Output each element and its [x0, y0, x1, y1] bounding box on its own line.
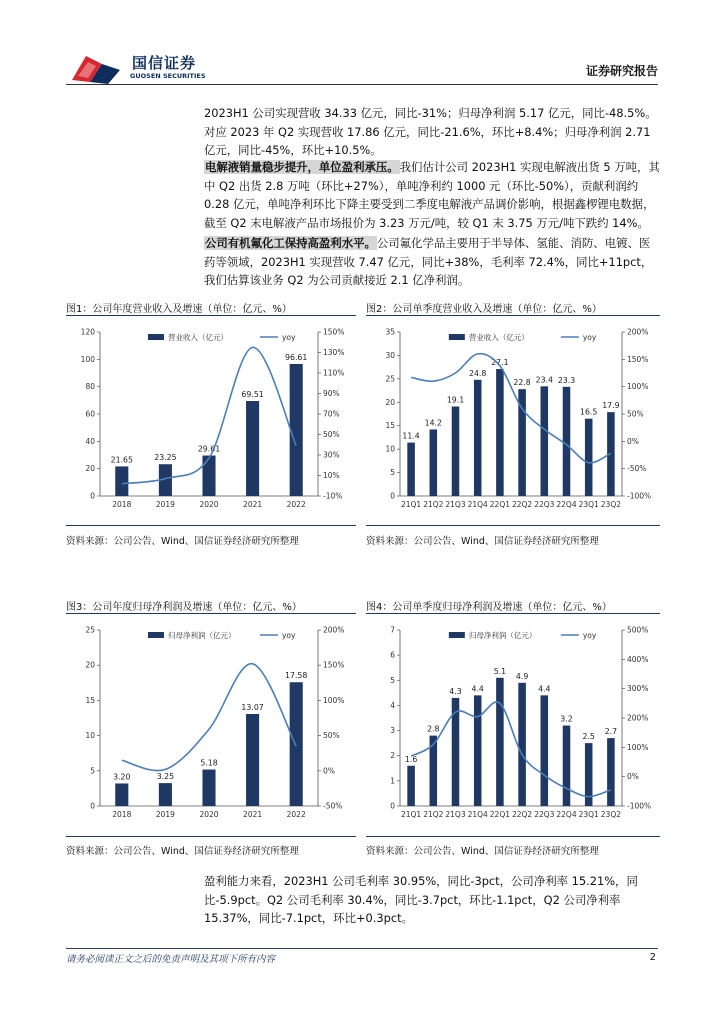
bar-value-label: 24.8 [469, 368, 487, 378]
x-tick-label: 21Q4 [467, 500, 488, 509]
brand-name-en: GUOSEN SECURITIES [130, 72, 206, 80]
left-tick-label: 35 [385, 327, 395, 337]
legend-bar-label: 营业收入（亿元） [468, 333, 529, 342]
right-tick-label: -100% [627, 491, 652, 501]
paragraph-profitability: 盈利能力来看，2023H1 公司毛利率 30.95%，同比-3pct，公司净利率 15.21%，同比-5.9pct。Q2 公司毛利率 30.4%，同比-3.7pct，环比-1.1pct，Q2 公司净利率 15.37%，同比-7.1pct，环比+0.3pct。 [204, 874, 638, 926]
left-tick-label: 7 [390, 625, 395, 635]
legend-line-label: yoy [582, 631, 597, 640]
left-tick-label: 10 [385, 444, 395, 454]
right-tick-label: 10% [323, 471, 340, 480]
right-tick-label: 50% [323, 731, 340, 741]
fig1-bottom-rule [66, 525, 356, 526]
bar-value-label: 17.9 [602, 401, 620, 411]
left-tick-label: 15 [85, 695, 95, 705]
bar-value-label: 4.3 [449, 686, 462, 696]
fig4-chart [366, 616, 660, 828]
x-tick-label: 2020 [199, 500, 219, 509]
paragraph-electrolyte-body: 我们估计公司 2023H1 实现电解液出货 5 万吨，其中 Q2 出货 2.8 万吨（环比+27%），单吨净利约 1000 元（环比-50%），贡献利润约 0.28 亿元，单吨净利环比下降主要受到二季度电解液产品调价影响，根据鑫椤锂电数据，截至 Q2 末电解液产品市场报价为 3.23 万元/吨，较 Q1 末 3.75 万元/吨下跌约 14%。 [204, 160, 660, 230]
bar-value-label: 23.3 [557, 375, 576, 385]
bar-value-label: 5.1 [493, 666, 507, 676]
left-tick-label: 100 [80, 354, 95, 364]
paragraph-electrolyte-lead: 电解液销量稳步提升，单位盈利承压。 [205, 160, 399, 174]
bar [202, 456, 215, 496]
bar [407, 766, 415, 806]
x-tick-label: 2021 [243, 810, 263, 819]
bar [290, 364, 303, 496]
bar [474, 695, 482, 806]
right-tick-label: 30% [323, 450, 340, 460]
left-tick-label: 10 [85, 731, 95, 741]
bar [246, 401, 259, 496]
bar-value-label: 22.8 [513, 378, 531, 388]
right-tick-label: -10% [323, 491, 343, 501]
fig4-source: 资料来源：公司公告、Wind、国信证券经济研究所整理 [366, 846, 599, 857]
x-tick-label: 2018 [112, 500, 132, 509]
bar-value-label: 1.6 [404, 754, 418, 764]
right-tick-label: 150% [627, 354, 649, 364]
right-tick-label: -50% [627, 464, 647, 474]
footer-disclaimer: 请务必阅读正文之后的免责声明及其项下所有内容 [66, 954, 276, 965]
bar-value-label: 2.5 [582, 732, 595, 742]
left-tick-label: 1 [390, 776, 395, 786]
legend-bar-label: 营业收入（亿元） [167, 333, 228, 342]
left-tick-label: 20 [85, 464, 95, 474]
right-tick-label: 400% [627, 654, 649, 664]
legend-line-label: yoy [281, 631, 296, 640]
right-tick-label: 0% [627, 772, 639, 782]
paragraph-fluorine [204, 234, 660, 290]
bar [474, 380, 482, 496]
bar [563, 387, 571, 496]
paragraph-electrolyte [204, 158, 660, 232]
bar-value-label: 4.9 [515, 671, 529, 681]
left-tick-label: 0 [390, 491, 395, 501]
x-tick-label: 23Q1 [578, 500, 599, 509]
bar-value-label: 96.61 [285, 352, 308, 362]
right-tick-label: 150% [323, 660, 345, 670]
bar [159, 783, 172, 806]
right-tick-label: 50% [323, 430, 340, 439]
right-tick-label: 90% [323, 389, 340, 398]
fig3-title: 图3：公司年度归母净利润及增速（单位：亿元、%） [66, 602, 302, 613]
fig1-chart [66, 318, 356, 518]
bar-value-label: 19.1 [446, 395, 465, 405]
fig1-title: 图1：公司年度营业收入及增速（单位：亿元、%） [66, 304, 292, 315]
x-tick-label: 2019 [155, 810, 175, 819]
right-tick-label: 500% [627, 625, 649, 635]
x-tick-label: 2022 [286, 810, 306, 819]
right-tick-label: 100% [323, 695, 345, 705]
fig3-bottom-rule [66, 836, 356, 837]
x-tick-label: 22Q3 [534, 810, 555, 819]
bar [246, 714, 259, 806]
bar-value-label: 16.5 [580, 407, 598, 417]
right-tick-label: 200% [323, 625, 345, 635]
bar-value-label: 4.4 [538, 684, 551, 694]
bar-value-label: 3.25 [156, 772, 175, 782]
left-tick-label: 5 [390, 675, 395, 685]
bar-value-label: 29.61 [197, 444, 221, 454]
x-tick-label: 23Q1 [578, 810, 599, 819]
legend-bar-label: 归母净利润（亿元） [167, 631, 236, 640]
right-tick-label: 150% [323, 327, 345, 337]
bar-value-label: 3.2 [560, 714, 573, 724]
bar-value-label: 5.18 [200, 758, 218, 768]
bar [430, 429, 438, 496]
bar-value-label: 3.20 [113, 772, 131, 782]
page-number: 2 [649, 952, 656, 963]
bar-value-label: 2.8 [427, 724, 440, 734]
bar [115, 783, 128, 806]
left-tick-label: 30 [385, 350, 395, 360]
left-tick-label: 25 [85, 625, 95, 635]
x-tick-label: 22Q4 [556, 810, 577, 819]
bar-value-label: 14.2 [424, 418, 442, 428]
bar-value-label: 23.25 [154, 453, 177, 463]
right-tick-label: 110% [323, 368, 345, 378]
legend-bar-swatch [148, 632, 164, 638]
fig2-source: 资料来源：公司公告、Wind、国信证券经济研究所整理 [366, 536, 599, 547]
left-tick-label: 20 [85, 660, 95, 670]
bar [452, 407, 460, 496]
bar-value-label: 11.4 [402, 431, 420, 441]
bar-value-label: 23.4 [535, 375, 553, 385]
left-tick-label: 0 [90, 491, 95, 501]
fig2-title-rule [366, 315, 660, 316]
bar [115, 466, 128, 496]
bar [496, 678, 504, 806]
bar-value-label: 21.65 [110, 455, 133, 465]
right-tick-label: 0% [323, 766, 335, 776]
x-tick-label: 23Q2 [600, 500, 622, 509]
fig2-title: 图2：公司单季度营业收入及增速（单位：亿元、%） [366, 304, 602, 315]
bar [585, 419, 593, 496]
x-tick-label: 2018 [112, 810, 132, 819]
x-tick-label: 21Q1 [400, 810, 422, 819]
left-tick-label: 6 [390, 650, 395, 660]
left-tick-label: 80 [85, 382, 95, 392]
right-tick-label: 0% [627, 436, 639, 446]
x-tick-label: 22Q3 [534, 500, 555, 509]
fig1-source: 资料来源：公司公告、Wind、国信证券经济研究所整理 [66, 536, 299, 547]
fig3-chart [66, 616, 356, 828]
brand-name: 国信证券 [132, 54, 197, 72]
fig4-title: 图4：公司单季度归母净利润及增速（单位：亿元、%） [366, 602, 612, 613]
x-tick-label: 2020 [199, 810, 219, 819]
bar-value-label: 4.4 [471, 684, 484, 694]
x-tick-label: 21Q3 [445, 500, 466, 509]
right-tick-label: 130% [323, 348, 345, 357]
right-tick-label: -50% [323, 801, 343, 811]
header-divider [66, 84, 658, 85]
footer-divider [66, 948, 658, 949]
x-tick-label: 2021 [243, 500, 263, 509]
yoy-line [122, 664, 296, 771]
x-tick-label: 21Q2 [423, 500, 444, 509]
right-tick-label: 100% [627, 742, 649, 752]
legend-bar-swatch [148, 334, 164, 340]
left-tick-label: 5 [90, 766, 95, 776]
left-tick-label: 0 [390, 801, 395, 811]
report-type: 证券研究报告 [585, 64, 658, 78]
bar-value-label: 2.7 [604, 727, 618, 737]
right-tick-label: 200% [627, 327, 649, 337]
left-tick-label: 20 [385, 397, 395, 407]
bar [407, 443, 415, 496]
fig4-title-rule [366, 613, 660, 614]
x-tick-label: 22Q2 [511, 810, 533, 819]
bar-value-label: 17.58 [285, 671, 308, 681]
bar [496, 369, 504, 496]
x-tick-label: 23Q2 [600, 810, 622, 819]
x-tick-label: 21Q4 [467, 810, 488, 819]
legend-line-label: yoy [582, 333, 597, 342]
fig3-source: 资料来源：公司公告、Wind、国信证券经济研究所整理 [66, 846, 299, 857]
left-tick-label: 3 [390, 726, 395, 736]
x-tick-label: 22Q2 [511, 500, 533, 509]
paragraph-results: 2023H1 公司实现营收 34.33 亿元，同比-31%；归母净利润 5.17 亿元，同比-48.5%。对应 2023 年 Q2 实现营收 17.86 亿元，同比-21.6%，环比+8.4%；归母净利润 2.71 亿元，同比-45%，环比+10.5%。 [204, 106, 657, 158]
left-tick-label: 0 [90, 801, 95, 811]
x-tick-label: 2019 [155, 500, 175, 509]
left-tick-label: 2 [390, 751, 395, 761]
x-tick-label: 2022 [286, 500, 306, 509]
fig4-bottom-rule [366, 836, 660, 837]
right-tick-label: 50% [627, 409, 644, 419]
left-tick-label: 60 [85, 409, 95, 419]
right-tick-label: 300% [627, 684, 649, 694]
bar-value-label: 69.51 [241, 390, 264, 400]
fig3-title-rule [66, 613, 356, 614]
bar [607, 738, 615, 806]
right-tick-label: 200% [627, 713, 649, 723]
bar-value-label: 13.07 [241, 702, 264, 712]
left-tick-label: 40 [85, 436, 95, 446]
legend-bar-swatch [449, 632, 465, 638]
right-tick-label: 70% [323, 409, 340, 419]
x-tick-label: 22Q1 [489, 500, 511, 509]
fig2-bottom-rule [366, 525, 660, 526]
legend-bar-swatch [449, 334, 465, 340]
left-tick-label: 15 [385, 421, 395, 431]
bar [518, 683, 526, 806]
bar-value-label: 27.1 [491, 358, 509, 368]
x-tick-label: 21Q1 [400, 500, 422, 509]
x-tick-label: 21Q2 [423, 810, 444, 819]
x-tick-label: 21Q3 [445, 810, 466, 819]
paragraph-fluorine-body: 公司氟化学品主要用于半导体、氢能、消防、电镀、医药等领域，2023H1 实现营收 7.47 亿元，同比+38%，毛利率 72.4%，同比+11pct，我们估算该业务 Q2 为公司贡献接近 2.1 亿净利润。 [204, 236, 653, 288]
legend-bar-label: 归母净利润（亿元） [468, 631, 537, 640]
paragraph-fluorine-lead: 公司有机氟化工保持高盈利水平。 [205, 236, 376, 250]
bar [563, 726, 571, 806]
fig2-chart [366, 318, 660, 518]
fig1-title-rule [66, 315, 356, 316]
bar [541, 386, 549, 496]
left-tick-label: 5 [390, 468, 395, 478]
yoy-line [411, 702, 611, 797]
legend-line-label: yoy [281, 333, 296, 342]
x-tick-label: 22Q4 [556, 500, 577, 509]
right-tick-label: 100% [627, 382, 649, 392]
x-tick-label: 22Q1 [489, 810, 511, 819]
left-tick-label: 25 [385, 374, 395, 384]
left-tick-label: 4 [390, 700, 395, 710]
bar [202, 770, 215, 806]
right-tick-label: -100% [627, 801, 652, 811]
left-tick-label: 120 [80, 327, 95, 337]
bar [290, 682, 303, 806]
page-header [0, 0, 724, 90]
bar [541, 695, 549, 806]
